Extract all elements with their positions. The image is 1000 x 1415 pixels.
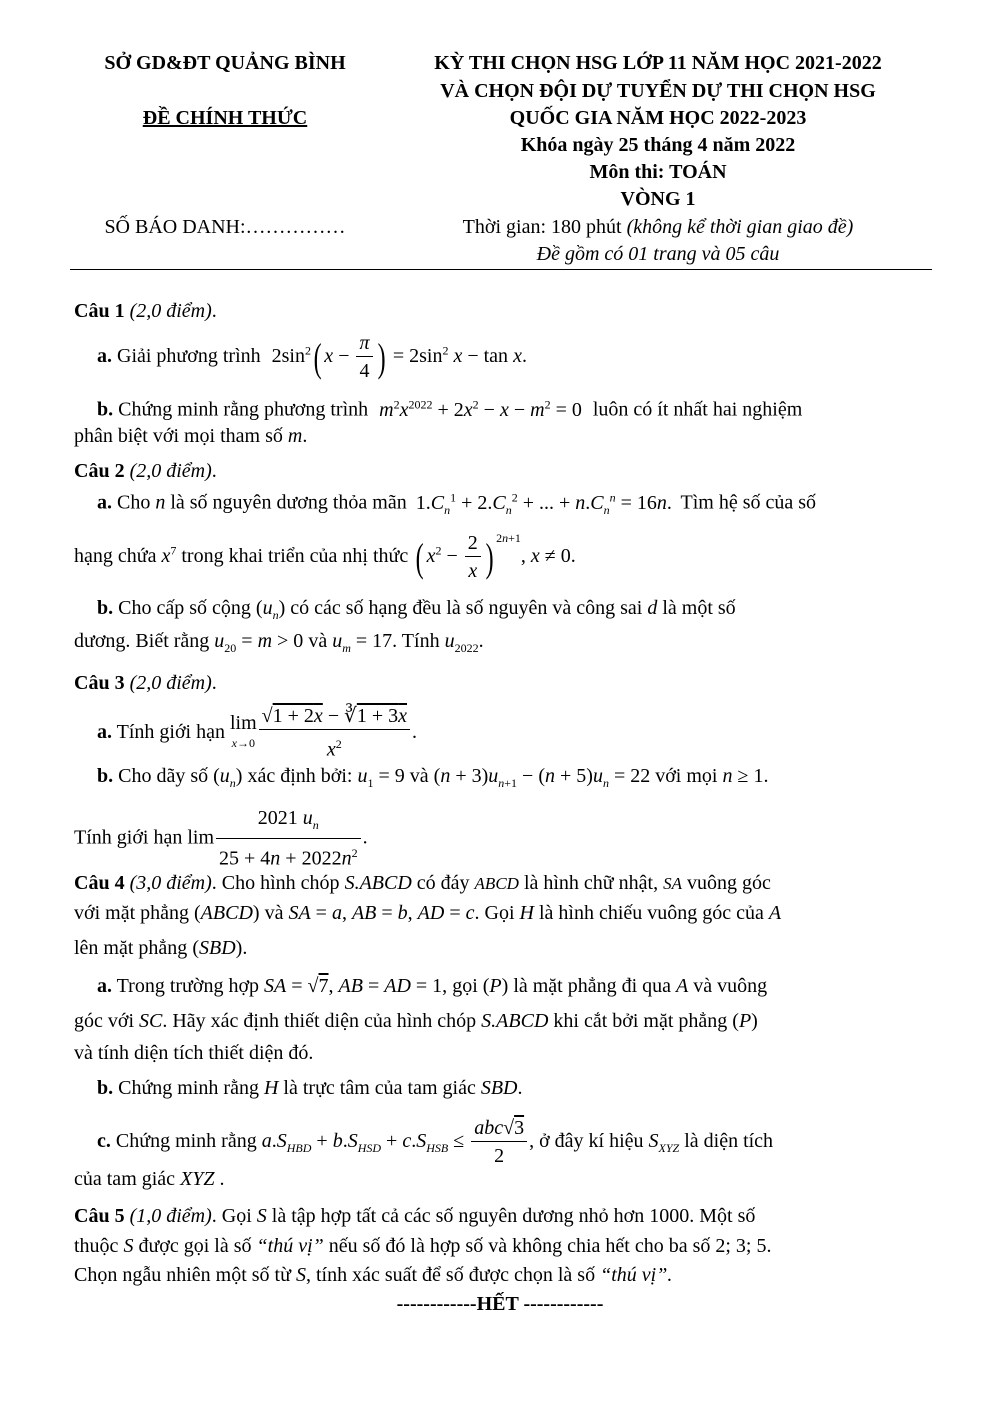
q2b: b. Cho cấp số cộng $(u_n)$ có các số hạng đều là số nguyên và công sai d là một số (97, 597, 736, 622)
q4a-cont2: và tính diện tích thiết diện đó. (74, 1042, 314, 1064)
exam-title-line1: KỲ THI CHỌN HSG LỚP 11 NĂM HỌC 2021-2022 (434, 52, 882, 74)
q3-points: (2,0 điểm) (129, 672, 212, 694)
q2b-text5: và (308, 630, 328, 652)
q3b-cont: Tính giới hạn lim $\frac{2021 u_n}{25 + 4n + 2022n^2}$ . (74, 807, 368, 870)
q2a-label: a. (97, 491, 112, 514)
q4-intro8: là hình chiếu vuông góc của (538, 902, 764, 924)
q3b-text4: với mọi (655, 765, 718, 787)
q1a-text: Giải phương trình (117, 345, 261, 368)
q2a-text5: trong khai triển của nhị thức (181, 545, 409, 568)
q5-line2: thuộc S được gọi là số “thú vị” nếu số đó là hợp số và không chia hết cho ba số 2; 3; 5. (74, 1235, 772, 1257)
q2-heading: Câu 2 (2,0 điểm). (74, 460, 217, 482)
q2b-label: b. (97, 597, 114, 619)
q4a-text2: gọi (452, 975, 478, 997)
q4c-label: c. (97, 1130, 111, 1153)
exam-subject: Môn thi: TOÁN (589, 161, 727, 183)
q1b-text3: phân biệt với mọi tham số (74, 425, 283, 447)
exam-date: Khóa ngày 25 tháng 4 năm 2022 (520, 134, 796, 156)
q4-intro6: và (264, 902, 284, 924)
q5-text4: được gọi là số (138, 1235, 252, 1257)
exam-round: VÒNG 1 (620, 188, 696, 210)
q4-intro2: có đáy (416, 872, 470, 894)
exam-time (388, 216, 928, 239)
q4b-text: Chứng minh rằng (118, 1077, 259, 1099)
q4-intro3: là hình chữ nhật, (523, 872, 659, 894)
q1b-text: Chứng minh rằng phương trình (118, 398, 369, 421)
q2b-text2: có các số hạng đều là số nguyên và công sai (290, 597, 643, 619)
q4a-text3: là mặt phẳng đi qua (513, 975, 672, 997)
q4-intro9: lên mặt phẳng (74, 937, 188, 959)
exam-title-line2: VÀ CHỌN ĐỘI DỰ TUYỂN DỰ THI CHỌN HSG (440, 80, 876, 102)
q4-intro7: Gọi (484, 902, 515, 924)
q4c-text4: của tam giác (74, 1168, 176, 1190)
q4a-text6: Hãy xác định thiết diện của hình chóp (172, 1010, 477, 1032)
q5-line1: Câu 5 (1,0 điểm). Gọi S là tập hợp tất cả các số nguyên dương nhỏ hơn 1000. Một số (74, 1205, 756, 1227)
candidate-number-label: SỐ BÁO DANH:…………… (104, 216, 346, 238)
q5-text2: là tập hợp tất cả các số nguyên dương nhỏ hơn 1000. Một số (271, 1205, 756, 1227)
q4a-text: Trong trường hợp (116, 975, 260, 997)
q4a-label: a. (97, 975, 112, 997)
q2-title: Câu 2 (74, 460, 125, 482)
q3b-label: b. (97, 765, 114, 787)
q3a-text: Tính giới hạn (116, 720, 225, 743)
q3b-text5: Tính giới hạn (74, 826, 183, 849)
q2b-text3: là một số (662, 597, 736, 619)
q1b (97, 397, 802, 422)
q4-title: Câu 4 (74, 872, 125, 894)
q1-points: (2,0 điểm) (129, 300, 212, 322)
q5-line3: Chọn ngẫu nhiên một số từ S, tính xác suất để số được chọn là số “thú vị”. (74, 1264, 673, 1286)
q3b-text: Cho dãy số (118, 765, 209, 787)
q1b-formula: $m^2x^{2022} + 2x^2 - x - m^2 = 0$ (379, 397, 582, 421)
q4-intro-line3: lên mặt phẳng (SBD). (74, 937, 248, 959)
q3b-text3: và (409, 765, 429, 787)
q4a-cont: góc với SC. Hãy xác định thiết diện của hình chóp S.ABCD khi cắt bởi mặt phẳng (P) (74, 1010, 758, 1032)
q1b-cont: phân biệt với mọi tham số m. (74, 425, 308, 447)
q4c-text3: là diện tích (684, 1130, 774, 1153)
q5-title: Câu 5 (74, 1205, 125, 1227)
q4c-text2: ở đây kí hiệu (539, 1130, 644, 1153)
q4a-text5: góc với (74, 1010, 135, 1032)
q2a-formula: $1.C_n^1 + 2.C_n^2$ + ... + $n.C_n^n = 16n$. (415, 490, 672, 517)
q5-text1: Gọi (221, 1205, 252, 1227)
q4a-text4: và vuông (693, 975, 768, 997)
q4a: a. Trong trường hợp SA = √7, AB = AD = 1, gọi (P) là mặt phẳng đi qua A và vuông (97, 975, 768, 997)
q2b-text6: Tính (401, 630, 440, 652)
q2a-cont: hạng chứa $x^7$ trong khai triển của nhị thức ( $x^2$ − $\frac{2}{x}$ ) $^{2n+1}$, x ≠ 0. (74, 531, 576, 582)
q4a-text7: khi cắt bởi mặt phẳng (553, 1010, 728, 1032)
q3a-limit: lim x→0 (229, 712, 257, 751)
q4c-text: Chứng minh rằng (115, 1130, 257, 1153)
q1a-label: a. (97, 345, 112, 368)
q5-text5: nếu số đó là hợp số và không chia hết cho ba số 2; 3; 5. (328, 1235, 772, 1257)
q2a: a. Cho n là số nguyên dương thỏa mãn $1.C_n^1 + 2.C_n^2$ + ... + $n.C_n^n = 16n$. Tìm hệ số của số (97, 490, 817, 517)
q2b-cont: dương. Biết rằng $u_{20} = m > 0$ và $u_m = 17$. Tính $u_{2022}$. (74, 630, 484, 655)
q2a-text4: hạng chứa (74, 545, 157, 568)
q5-fun2: “thú vị”. (600, 1264, 673, 1286)
q3b: b. Cho dãy số $(u_n)$ xác định bởi: $u_1 = 9$ và $(n + 3)u_{n+1} - (n + 5)u_n = 22$ với mọi n ≥ 1. (97, 765, 769, 790)
q4b-label: b. (97, 1077, 114, 1099)
q4-intro1: Cho hình chóp (221, 872, 340, 894)
q1b-text2: luôn có ít nhất hai nghiệm (592, 398, 803, 421)
q4-points: (3,0 điểm) (129, 872, 212, 894)
q5-text7: , tính xác suất để số được chọn là số (305, 1264, 596, 1286)
q4-intro5: với mặt phẳng (74, 902, 189, 924)
q2a-binomial: ( $x^2$ − $\frac{2}{x}$ ) $^{2n+1}$, x ≠ 0. (415, 531, 576, 582)
end-marker: ------------HẾT ------------ (396, 1293, 604, 1315)
q3-title: Câu 3 (74, 672, 125, 694)
department-name: SỞ GD&ĐT QUẢNG BÌNH (104, 52, 346, 74)
q4c: c. Chứng minh rằng $a.S_{HBD} + b.S_{HSD} + c.S_{HSB}$ ≤ $\frac{\text{abc√3}}{2}$ , ở đây kí hiệu $S_{XYZ}$ là diện tích (97, 1117, 774, 1167)
q4-heading: Câu 4 (3,0 điểm). Cho hình chóp S.ABCD có đáy ABCD là hình chữ nhật, SA vuông góc (74, 872, 771, 894)
q2a-text2: là số nguyên dương thỏa mãn (170, 491, 407, 514)
exam-page-info: Đề gồm có 01 trang và 05 câu (536, 243, 780, 265)
q3a: a. Tính giới hạn lim x→0 $\frac{√1 + 2x - ∛1 + 3x}{x^2}$ . (97, 705, 418, 761)
header-divider (70, 269, 932, 270)
exam-time-text: Thời gian: 180 phút (462, 216, 622, 238)
q1-heading: Câu 1 (2,0 điểm). (74, 300, 217, 322)
q5-text6: Chọn ngẫu nhiên một số từ (74, 1264, 291, 1286)
q5-text3: thuộc (74, 1235, 119, 1257)
q4c-cont: của tam giác XYZ . (74, 1168, 225, 1190)
q1a (97, 330, 527, 385)
q5-fun: “thú vị” (256, 1235, 324, 1257)
q4b-text2: là trực tâm của tam giác (283, 1077, 476, 1099)
q4-intro-line2: với mặt phẳng (ABCD) và SA = a, AB = b, AD = c. Gọi H là hình chiếu vuông góc của A (74, 902, 782, 924)
q3-heading: Câu 3 (2,0 điểm). (74, 672, 217, 694)
q1b-label: b. (97, 398, 114, 421)
q4-intro4: vuông góc (686, 872, 771, 894)
q1a-formula: $2\sin^2$( x − $\frac{\pi}{4}$ ) = $2\sin^2$ x − tan x. (271, 332, 527, 382)
q2b-text4: dương. Biết rằng (74, 630, 210, 652)
exam-title-line3: QUỐC GIA NĂM HỌC 2022-2023 (509, 107, 807, 129)
q2a-text: Cho (117, 491, 151, 514)
q5-points: (1,0 điểm) (129, 1205, 212, 1227)
q3a-label: a. (97, 720, 112, 743)
q1-title: Câu 1 (74, 300, 125, 322)
q2b-text: Cho cấp số cộng (118, 597, 251, 619)
exam-time-note: (không kể thời gian giao đề) (626, 216, 854, 238)
q2a-text3: Tìm hệ số của số (680, 491, 817, 514)
q3b-text2: xác định bởi: (247, 765, 353, 787)
official-label: ĐỀ CHÍNH THỨC (142, 107, 308, 129)
q2-points: (2,0 điểm) (129, 460, 212, 482)
q4b: b. Chứng minh rằng H là trực tâm của tam giác SBD. (97, 1077, 523, 1099)
